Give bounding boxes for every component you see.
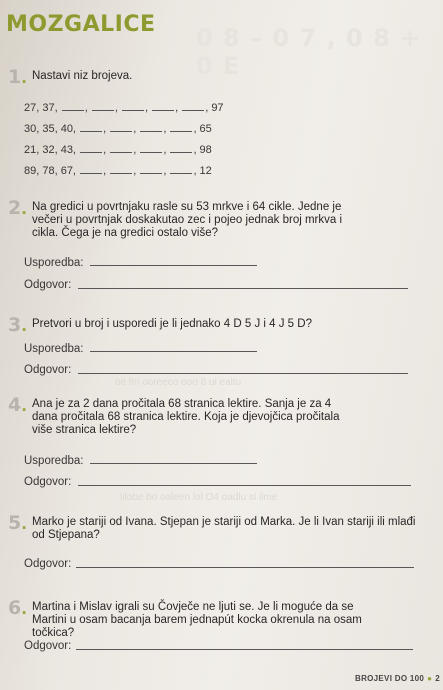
comparison-row [24, 257, 83, 269]
task-3 [8, 314, 428, 336]
comparison-label: Usporedba: [24, 257, 84, 269]
task-number: 1. [8, 66, 27, 88]
comparison-line[interactable] [90, 351, 257, 352]
answer-blank[interactable] [80, 164, 102, 174]
task-number: 6. [8, 597, 27, 619]
comparison-row [24, 343, 83, 355]
answer-blank[interactable] [62, 101, 84, 111]
answer-blank[interactable] [110, 143, 132, 153]
task-prompt: Martina i Mislav igrali su Čovječe ne ljuti se. Je li moguće da se Martini u osam bacanja barem jednapút kocka okrenula na osam točkica? [32, 601, 362, 639]
answer-blank[interactable] [140, 143, 162, 153]
task-prompt: Ana je za 2 dana pročitala 68 stranica lektire. Sanja je za 4 dana pročitala 68 stranica lektire. Koja je djevojčica pročitala više stranica lektire? [32, 398, 340, 436]
answer-blank[interactable] [140, 164, 162, 174]
answer-row [24, 279, 71, 291]
task-number: 5. [8, 512, 27, 534]
task-prompt: Na gredici u povrtnjaku rasle su 53 mrkve i 64 cikle. Jedne je večeri u povrtnjak doskakutao zec i pojeo jednak broj mrkva i cikla. Čega je na gredici ostalo više? [32, 201, 343, 239]
answer-blank[interactable] [140, 122, 162, 132]
answer-blank[interactable] [182, 101, 204, 111]
sequence-row: 21, 32, 43, , , , , 98 [24, 144, 212, 156]
answer-blank[interactable] [92, 101, 114, 111]
answer-label: Odgovor: [24, 279, 72, 291]
answer-blank[interactable] [170, 143, 192, 153]
bleed-through-text: 0 8 – 0 7 , 0 8 + 0 E [196, 24, 422, 80]
answer-blank[interactable] [110, 164, 132, 174]
task-number: 4. [8, 394, 27, 416]
task-6 [8, 597, 378, 640]
task-1 [8, 66, 428, 88]
task-prompt: Pretvori u broj i usporedi je li jednako 4 D 5 J i 4 J 5 D? [32, 318, 312, 330]
answer-label: Odgovor: [24, 364, 72, 376]
page-footer [355, 674, 440, 683]
answer-line[interactable] [76, 649, 413, 650]
comparison-line[interactable] [90, 265, 257, 266]
comparison-label: Usporedba: [24, 455, 84, 467]
answer-blank[interactable] [80, 122, 102, 132]
sequence-row: 30, 35, 40, , , , , 65 [24, 123, 212, 135]
answer-label: Odgovor: [24, 640, 72, 652]
page-title: MOZGALICE [6, 12, 156, 37]
answer-blank[interactable] [80, 143, 102, 153]
task-prompt: Nastavi niz brojeva. [32, 70, 133, 82]
task-5 [8, 512, 428, 542]
bleed-through-text: lilobe bo oaleen lol O4 oadlu sl ilme [120, 492, 278, 503]
answer-line[interactable] [78, 373, 408, 374]
answer-label: Odgovor: [24, 558, 72, 570]
task-prompt: Marko je stariji od Ivana. Stjepan je stariji od Marka. Je li Ivan stariji ili mlađi od Stjepana? [32, 516, 416, 541]
section-name: BROJEVI DO 100 [355, 674, 425, 683]
sequence-row: 27, 37, , , , , , 97 [24, 102, 224, 114]
answer-blank[interactable] [122, 101, 144, 111]
answer-row [24, 558, 71, 570]
comparison-row [24, 455, 83, 467]
bullet-icon: ● [427, 674, 433, 683]
answer-row [24, 476, 71, 488]
task-2 [8, 197, 358, 240]
answer-line[interactable] [78, 485, 411, 486]
answer-line[interactable] [78, 288, 408, 289]
bleed-through-text: be ltri ooreeco ooo 8 ui ealtu [115, 377, 242, 388]
answer-blank[interactable] [170, 164, 192, 174]
answer-blank[interactable] [110, 122, 132, 132]
answer-row [24, 640, 71, 652]
page-number: 2 [435, 674, 441, 683]
task-4 [8, 394, 353, 437]
task-number: 2. [8, 197, 27, 219]
answer-blank[interactable] [170, 122, 192, 132]
answer-line[interactable] [76, 567, 414, 568]
sequence-row: 89, 78, 67, , , , , 12 [24, 165, 212, 177]
answer-label: Odgovor: [24, 476, 72, 488]
answer-row [24, 364, 71, 376]
comparison-label: Usporedba: [24, 343, 84, 355]
comparison-line[interactable] [90, 463, 257, 464]
task-number: 3. [8, 314, 27, 336]
answer-blank[interactable] [152, 101, 174, 111]
